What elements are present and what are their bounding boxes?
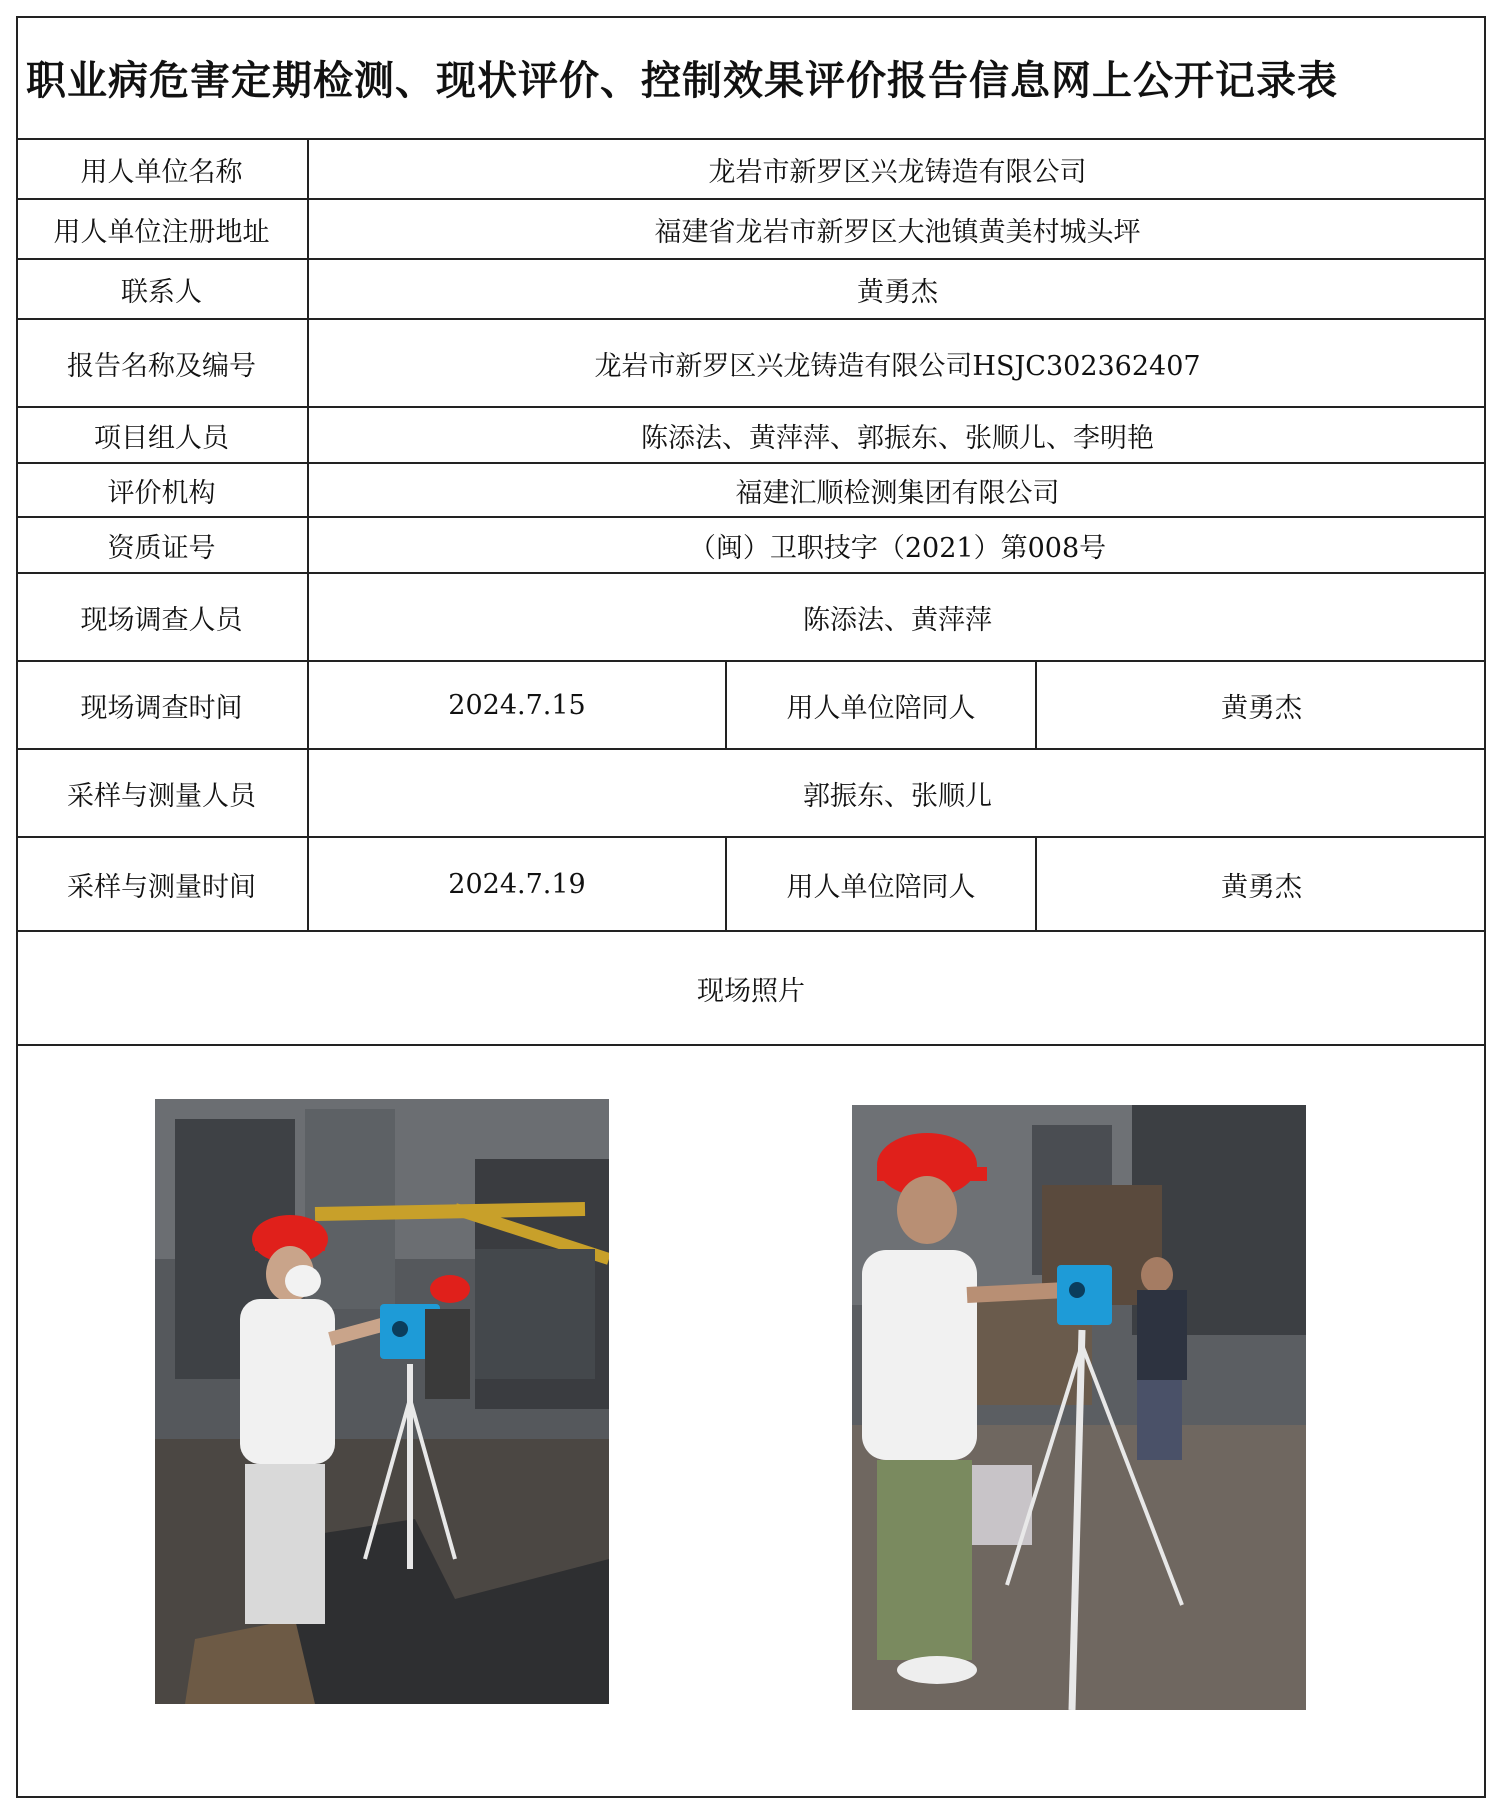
info-table (16, 138, 1486, 1046)
table-row (16, 931, 1486, 1045)
table-row (16, 749, 1486, 837)
report-value: 龙岩市新罗区兴龙铸造有限公司HSJC302362407 (308, 319, 1486, 407)
survey-companion-value: 黄勇杰 (1036, 661, 1486, 749)
sampling-companion-value: 黄勇杰 (1036, 837, 1486, 931)
table-row (16, 837, 1486, 931)
table-row (16, 259, 1486, 319)
employer-name-value: 龙岩市新罗区兴龙铸造有限公司 (308, 139, 1486, 199)
table-row (16, 463, 1486, 517)
sampling-time-label: 采样与测量时间 (16, 837, 308, 931)
table-row (16, 661, 1486, 749)
employer-address-label: 用人单位注册地址 (16, 199, 308, 259)
certificate-label: 资质证号 (16, 517, 308, 573)
table-row (16, 199, 1486, 259)
agency-label: 评价机构 (16, 463, 308, 517)
survey-staff-value: 陈添法、黄萍萍 (308, 573, 1486, 661)
certificate-value: （闽）卫职技字（2021）第008号 (308, 517, 1486, 573)
survey-staff-label: 现场调查人员 (16, 573, 308, 661)
contact-label: 联系人 (16, 259, 308, 319)
team-value: 陈添法、黄萍萍、郭振东、张顺儿、李明艳 (308, 407, 1486, 463)
site-photo-1 (155, 1099, 609, 1704)
employer-name-label: 用人单位名称 (16, 139, 308, 199)
report-label: 报告名称及编号 (16, 319, 308, 407)
page-title: 职业病危害定期检测、现状评价、控制效果评价报告信息网上公开记录表 (16, 16, 1486, 140)
sampling-time-value: 2024.7.19 (308, 837, 726, 931)
table-row (16, 139, 1486, 199)
survey-time-value: 2024.7.15 (308, 661, 726, 749)
survey-time-label: 现场调查时间 (16, 661, 308, 749)
employer-address-value: 福建省龙岩市新罗区大池镇黄美村城头坪 (308, 199, 1486, 259)
sampling-staff-value: 郭振东、张顺儿 (308, 749, 1486, 837)
table-row (16, 517, 1486, 573)
photos-heading: 现场照片 (16, 931, 1486, 1045)
contact-value: 黄勇杰 (308, 259, 1486, 319)
table-row (16, 573, 1486, 661)
photo-area (16, 1046, 1486, 1796)
agency-value: 福建汇顺检测集团有限公司 (308, 463, 1486, 517)
sampling-companion-label: 用人单位陪同人 (726, 837, 1036, 931)
survey-companion-label: 用人单位陪同人 (726, 661, 1036, 749)
sampling-staff-label: 采样与测量人员 (16, 749, 308, 837)
team-label: 项目组人员 (16, 407, 308, 463)
table-row (16, 319, 1486, 407)
site-photo-2 (852, 1105, 1306, 1710)
table-row (16, 407, 1486, 463)
